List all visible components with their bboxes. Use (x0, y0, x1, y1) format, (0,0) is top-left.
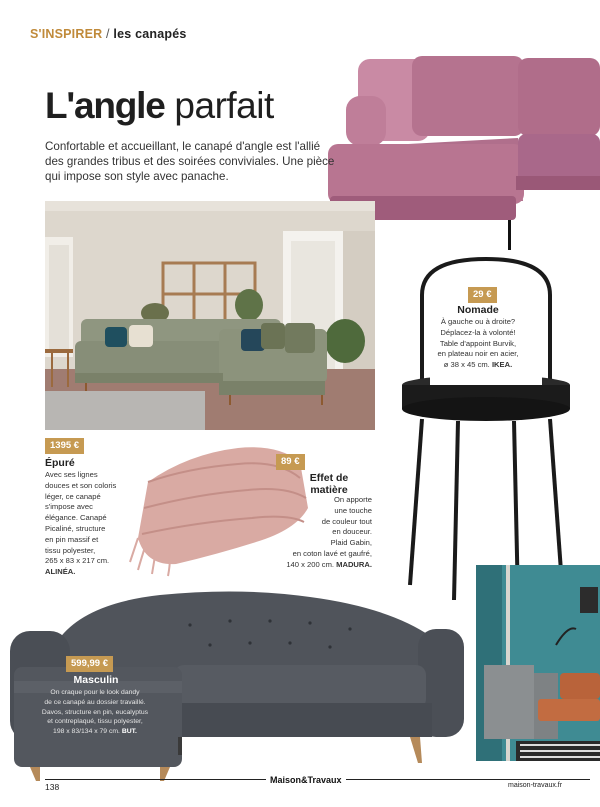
price-badge-masculin: 599,99 € (66, 656, 113, 672)
product-desc-plaid: On apporte une touche de couleur tout en douceur. Plaid Gabin, (321, 495, 372, 548)
living-room-photo (45, 201, 375, 430)
price-badge-nomade: 29 € (468, 287, 497, 303)
product-name-nomade: Nomade (457, 304, 499, 316)
product-desc-plaid-end: en coton lavé et gaufré, 140 x 200 cm. MADURA. (286, 549, 372, 569)
rubric-category: S'INSPIRER (30, 27, 103, 41)
price-badge-epure: 1395 € (45, 438, 84, 454)
page-title (45, 86, 274, 126)
magazine-name: Maison&Travaux (266, 775, 346, 785)
price-badge-plaid: 89 € (276, 454, 305, 470)
intro-paragraph: Confortable et accueillant, le canapé d'angle est l'allié des grandes tribus et des soirées conviviales. Une pièce qui impose son style avec panache. (45, 140, 335, 183)
title-bold: L'angle (45, 85, 165, 126)
title-light: parfait (174, 85, 274, 126)
product-name-plaid: Effet de matière (309, 472, 349, 496)
product-name-epure: Épuré (45, 457, 75, 469)
teal-room-photo (476, 565, 600, 761)
product-desc-nomade: À gauche ou à droite? Déplacez-la à volonté! Table d'appoint Burvik, en plateau noir en acier, ø 38 x 45 cm. IKEA. (437, 317, 519, 370)
rubric-separator: / (106, 27, 110, 41)
rubric-section: les canapés (113, 27, 187, 41)
product-desc-epure: Avec ses lignes douces et son coloris léger, ce canapé s'impose avec élégance. Canapé Picaliné, structure en pin massif et tissu polyester, 265 x 83 x 217 cm. ALINÉA. (45, 470, 117, 577)
product-name-masculin: Masculin (73, 674, 119, 686)
website: maison-travaux.fr (508, 782, 563, 789)
section-rubric (30, 27, 187, 41)
product-desc-masculin: On craque pour le look dandy de ce canapé au dossier travaillé. Davos, structure en pin, eucalyptus et contreplaqué, tissu polyester, 198 x 83/134 x 79 cm. BUT. (41, 689, 149, 736)
page-number: 138 (45, 782, 60, 792)
